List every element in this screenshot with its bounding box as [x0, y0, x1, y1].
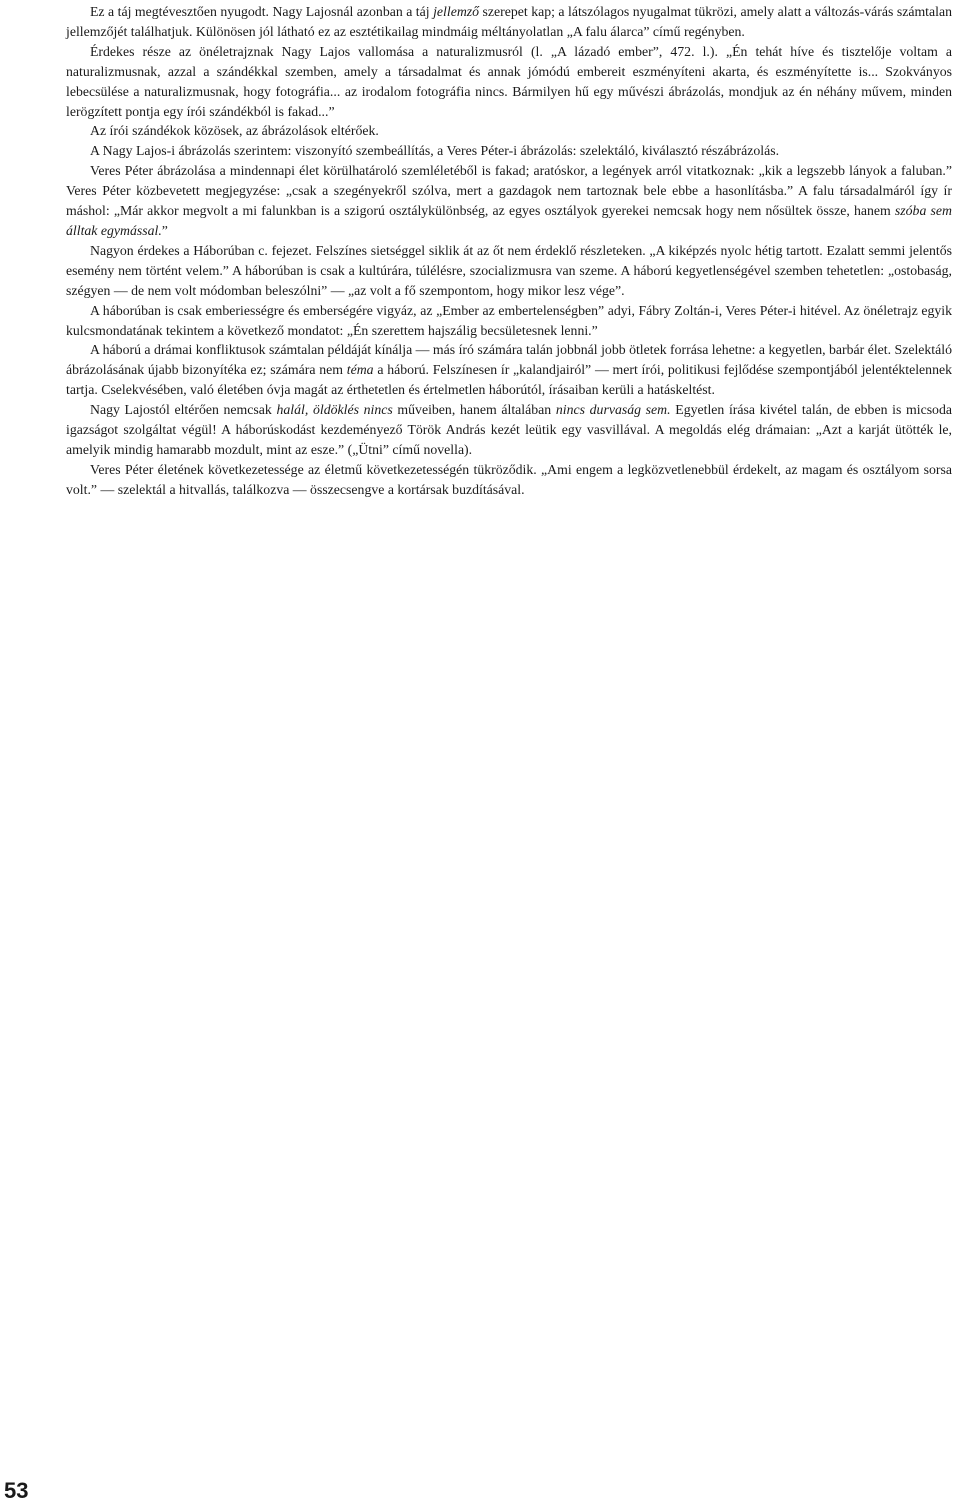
- text-run: Érdekes része az önéletrajznak Nagy Lajos vallomása a naturalizmusról (l. „A lázadó ember”, 472. l.). „Én tehát híve és tisztelője voltam a naturalizmusnak, azzal a szándékkal szemben, amely a társadalmat és annak jómódú embereit eszményíteni akarta, és eszményítette is... Szokványos lebecsülése a naturalizmusnak, hogy fotográfia... az irodalom fotográfia nincs. Bármilyen hű egy művészi ábrázolás, mondjuk az én néhány művem, minden lerögzített pontja egy írói szándékból is fakad...”: [66, 43, 952, 119]
- paragraph: [66, 301, 952, 341]
- paragraph: [66, 400, 952, 460]
- italic-text: jellemző: [433, 4, 480, 19]
- text-run: A háború a drámai konfliktusok számtalan példáját kínálja — más író számára talán jobbnál jobb ötletek forrása lehetne: a kegyetlen, barbár élet. Szelektáló ábrázolásának újabb bizonyítéka ez; számára nem: [66, 342, 952, 378]
- italic-text: szóba sem álltak egymással.: [66, 203, 952, 238]
- paragraph: [66, 460, 952, 500]
- text-run: A Nagy Lajos-i ábrázolás szerintem: viszonyító szembeállítás, a Veres Péter-i ábrázolás: szelektáló, kiválasztó részábrázolás.: [90, 143, 780, 159]
- text-run: szerepet kap; a látszólagos nyugalmat tükrözi, amely alatt a változás-várás számtalan jellemzőjét találhatjuk. Különösen jól látható ez az esztétikailag mindmáig méltányolatlan „A falu álarca” című regényben.: [66, 4, 952, 39]
- paragraph: [66, 141, 952, 161]
- text-run: Nagy Lajostól eltérően nemcsak: [90, 402, 277, 418]
- paragraph: [66, 2, 952, 42]
- italic-text: téma: [346, 362, 374, 378]
- text-run: Nagyon érdekes a Háborúban c. fejezet. Felszínes sietséggel siklik át az őt nem érdeklő részleteken. „A kiképzés nyolc hétig tartott. Ezalatt semmi jelentős esemény nem történt velem.” A háborúban is csak a kultúrára, túlélésre, szocializmusra van szeme. A háború kegyetlenségével szemben tehetetlen: „ostobaság, szégyen — de nem volt módomban beleszólni” — „az volt a fő szempontom, hogy mikor lesz vége”.: [66, 242, 952, 298]
- page-number: 53: [4, 1478, 29, 1503]
- text-run: Veres Péter életének következetessége az életmű következetességén tükröződik. „Ami engem a legközvetlenebbül érdekelt, az magam és osztályom sorsa volt.” — szelektál a hitvallás, találkozva — összecsengve a kortársak buzdításával.: [66, 461, 952, 497]
- text-run: A háborúban is csak emberiességre és emberségére vigyáz, az „Ember az embertelenségben” adyi, Fábry Zoltán-i, Veres Péter-i hitével. Az önéletrajz egyik kulcsmondatának tekintem a következő mondatot: „Én szerettem hajszálig becsületesnek lenni.”: [66, 302, 952, 338]
- text-run: Ez a táj megtévesztően nyugodt. Nagy Lajosnál azonban a táj: [90, 4, 434, 19]
- italic-text: halál, öldöklés nincs: [276, 402, 393, 418]
- text-run: Veres Péter ábrázolása a mindennapi élet körülhatároló szemléletéből is fakad; aratóskor, a legények arról vitatkoznak: „kik a legszebb lányok a faluban.” Veres Péter közbevetett megjegyzése: „csak a szegényekről szólva, mert a gazdagok nem tartoznak bele ebbe a hasonlításba.” A falu társadalmáról így ír máshol: „Már akkor megvolt a mi falunkban is a szigorú osztálykülönbség, az egyes osztályok gyerekei nemcsak hogy nem nősültek össze, hanem: [66, 163, 952, 219]
- paragraph: [66, 340, 952, 400]
- paragraph: [66, 42, 952, 122]
- text-run: Az írói szándékok közösek, az ábrázolások eltérőek.: [90, 123, 379, 139]
- paragraph: [66, 121, 952, 141]
- document-page: [66, 0, 952, 1492]
- text-run: műveiben, hanem általában: [392, 402, 556, 418]
- italic-text: nincs durvaság sem.: [555, 402, 671, 418]
- body-text: [66, 2, 952, 500]
- paragraph: [66, 161, 952, 241]
- text-run: ”: [161, 222, 168, 238]
- paragraph: [66, 241, 952, 301]
- text-run: a háború. Felszínesen ír „kalandjairól” — mert írói, politikusi fejlődése szempontjából jelentéktelennek tartja. Cselekvésében, való életében óvja magát az érthetetlen és értelmetlen háborútól, írásaiban kerüli a hatáskeltést.: [66, 362, 952, 398]
- text-run: Egyetlen írása kivétel talán, de ebben is micsoda igazságot szolgáltat végül! A háborúskodást kezdeményező Török András kezét leütik egy vasvillával. A megoldás elég drámaian: „Azt a karját ütötték le, amelyik mindig hamarabb mozdult, mint az esze.” („Ütni” című novella).: [66, 402, 952, 457]
